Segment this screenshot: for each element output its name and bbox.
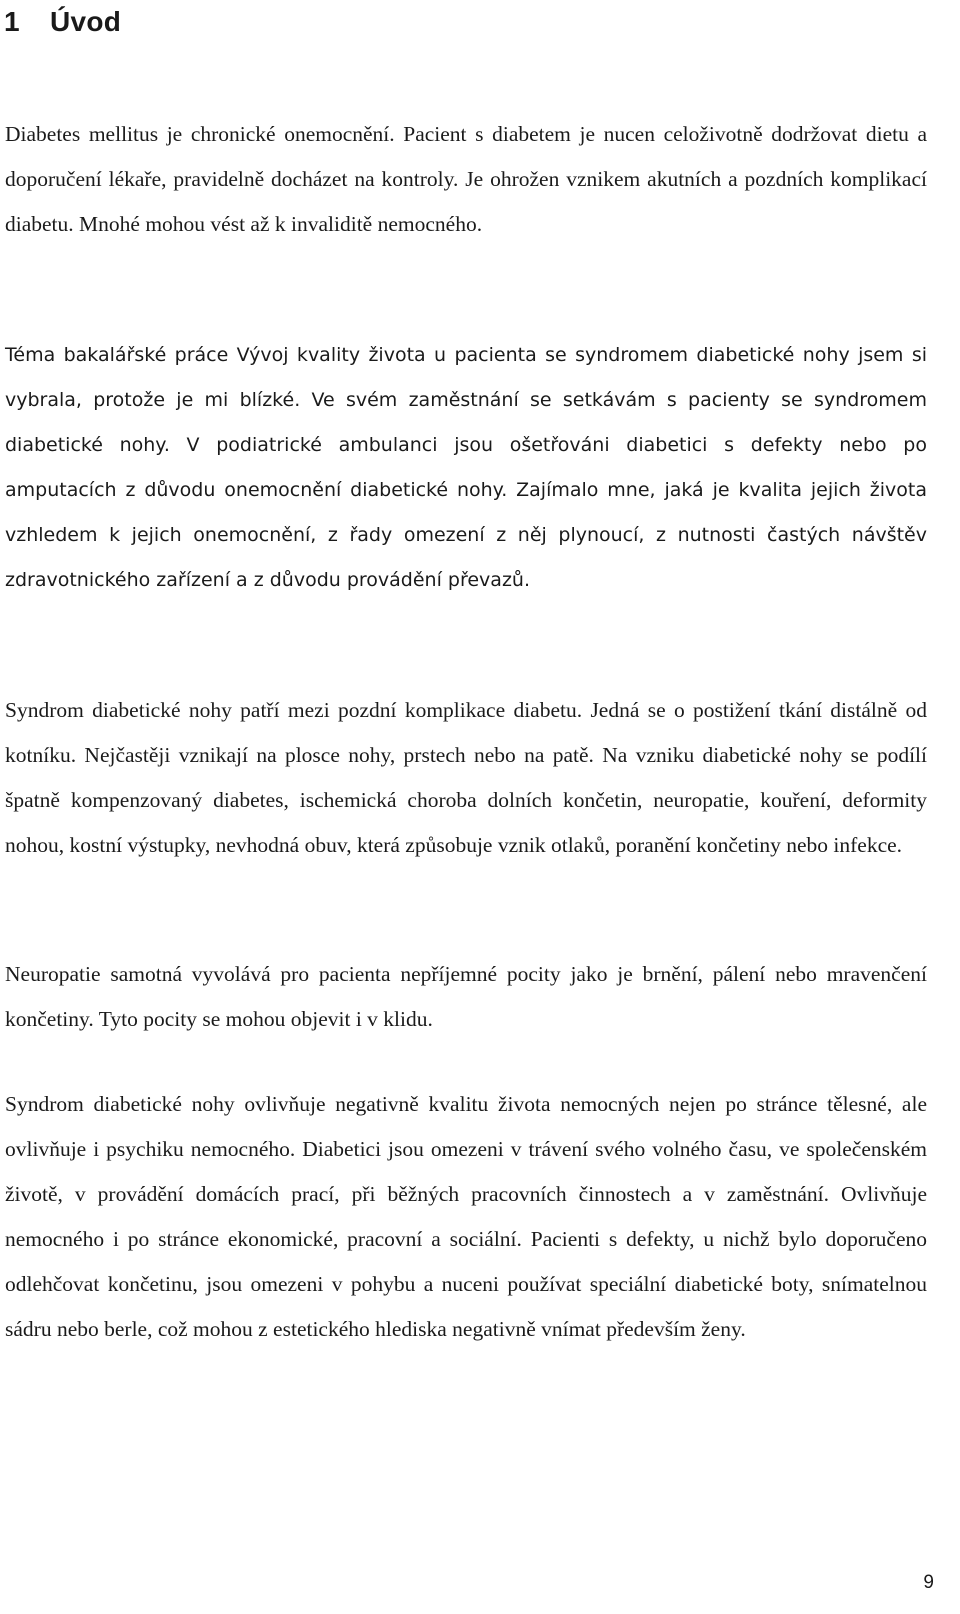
chapter-heading bbox=[4, 0, 121, 44]
paragraph-neuropathy: Neuropatie samotná vyvolává pro pacienta nepříjemné pocity jako je brnění, pálení nebo mravenčení končetiny. Tyto pocity se mohou objevit i v klidu. bbox=[5, 962, 927, 1031]
paragraph-intro: Diabetes mellitus je chronické onemocnění. Pacient s diabetem je nucen celoživotně dodržovat dietu a doporučení lékaře, pravidelně docházet na kontroly. Je ohrožen vznikem akutních a pozdních komplikací diabetu. Mnohé mohou vést až k invaliditě nemocného. bbox=[5, 122, 927, 236]
paragraph-topic-choice: Téma bakalářské práce Vývoj kvality života u pacienta se syndromem diabetické nohy jsem si vybrala, protože je mi blízké. Ve svém zaměstnání se setkávám s pacienty se syndromem diabetické nohy. V podiatrické ambulanci jsou ošetřováni diabetici s defekty nebo po amputacích z důvodu onemocnění diabetické nohy. Zajímalo mne, jaká je kvalita jejich života vzhledem k jejich onemocnění, z řady omezení z něj plynoucí, z nutnosti častých návštěv zdravotnického zařízení a z důvodu provádění převazů. bbox=[5, 344, 927, 591]
chapter-title: Úvod bbox=[50, 6, 122, 37]
paragraph-syndrome-definition: Syndrom diabetické nohy patří mezi pozdní komplikace diabetu. Jedná se o postižení tkání distálně od kotníku. Nejčastěji vznikají na plosce nohy, prstech nebo na patě. Na vzniku diabetické nohy se podílí špatně kompenzovaný diabetes, ischemická choroba dolních končetin, neuropatie, kouření, deformity nohou, kostní výstupky, nevhodná obuv, která způsobuje vznik otlaků, poranění končetiny nebo infekce. bbox=[5, 698, 927, 857]
paragraph-quality-of-life: Syndrom diabetické nohy ovlivňuje negativně kvalitu života nemocných nejen po stránce tělesné, ale ovlivňuje i psychiku nemocného. Diabetici jsou omezeni v trávení svého volného času, ve společenském životě, v provádění domácích prací, při běžných pracovních činnostech a v zaměstnání. Ovlivňuje nemocného i po stránce ekonomické, pracovní a sociální. Pacienti s defekty, u nichž bylo doporučeno odlehčovat končetinu, jsou omezeni v pohybu a nuceni používat speciální diabetické boty, snímatelnou sádru nebo berle, což mohou z estetického hlediska negativně vnímat především ženy. bbox=[5, 1092, 927, 1341]
chapter-number: 1 bbox=[4, 6, 20, 37]
page-number: 9 bbox=[923, 1572, 934, 1593]
